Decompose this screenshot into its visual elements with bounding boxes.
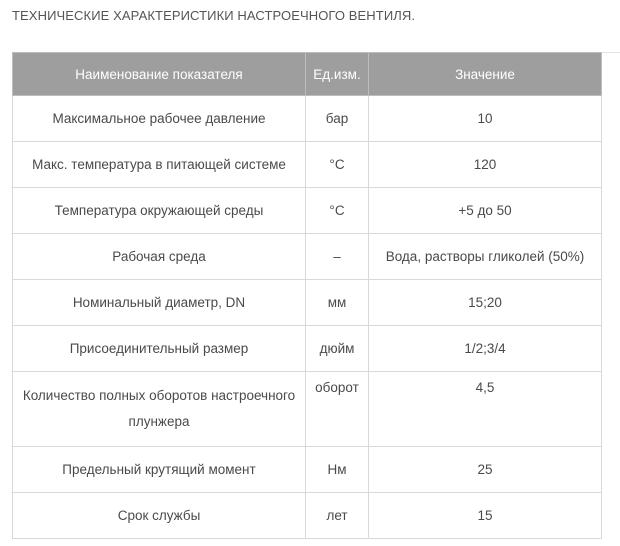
table-header-row [13,53,602,96]
table-row [13,280,602,326]
cell-unit: Нм [306,447,369,493]
cell-name: Температура окружающей среды [13,188,306,234]
cell-unit: лет [306,493,369,539]
cell-unit: мм [306,280,369,326]
cell-unit: оборот [306,372,369,447]
table-row [13,96,602,142]
cell-name: Срок службы [13,493,306,539]
cell-value: 120 [369,142,602,188]
table-row [13,234,602,280]
cell-name: Макс. температура в питающей системе [13,142,306,188]
cell-value: 1/2;3/4 [369,326,602,372]
cell-unit: °С [306,188,369,234]
cell-unit: – [306,234,369,280]
table-row [13,188,602,234]
cell-name: Количество полных оборотов настроечного плунжера [13,372,306,447]
cell-value: 4,5 [369,372,602,447]
cell-value: 25 [369,447,602,493]
page-heading: ТЕХНИЧЕСКИЕ ХАРАКТЕРИСТИКИ НАСТРОЕЧНОГО ВЕНТИЛЯ. [12,8,416,23]
cell-name: Предельный крутящий момент [13,447,306,493]
cell-value: 15;20 [369,280,602,326]
cell-value: 10 [369,96,602,142]
cell-unit: бар [306,96,369,142]
cell-name: Номинальный диаметр, DN [13,280,306,326]
cell-value: Вода, растворы гликолей (50%) [369,234,602,280]
header-unit: Ед.изм. [306,53,369,96]
specs-table [12,52,602,539]
header-name: Наименование показателя [13,53,306,96]
cell-value: +5 до 50 [369,188,602,234]
header-value: Значение [369,53,602,96]
cell-name: Максимальное рабочее давление [13,96,306,142]
cell-name: Присоединительный размер [13,326,306,372]
table-row [13,447,602,493]
table-row [13,493,602,539]
cell-unit: дюйм [306,326,369,372]
cell-unit: °С [306,142,369,188]
table-row [13,326,602,372]
table-row [13,372,602,447]
table-row [13,142,602,188]
cell-name: Рабочая среда [13,234,306,280]
cell-value: 15 [369,493,602,539]
